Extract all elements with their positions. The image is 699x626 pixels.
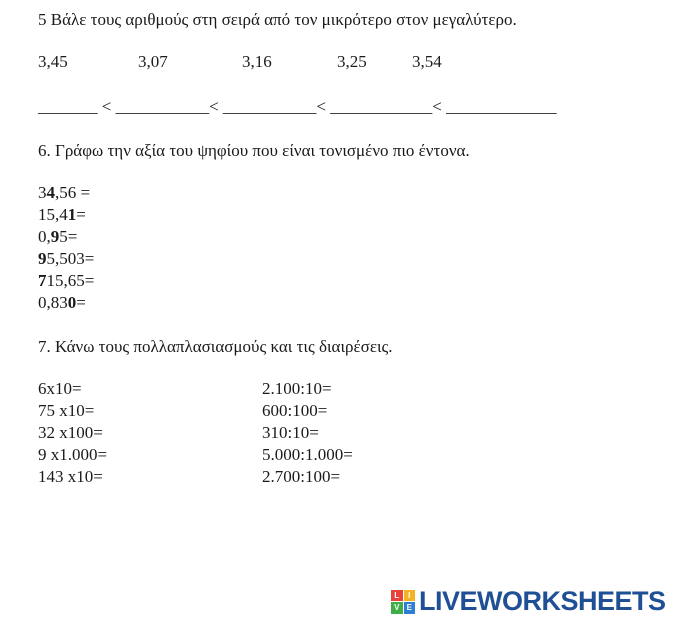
division-item: 310:10= bbox=[262, 423, 319, 442]
number-item: 3,45 bbox=[38, 52, 68, 71]
digit-value-item: 95,503= bbox=[38, 249, 95, 268]
multiplication-item: 143 x10= bbox=[38, 467, 103, 486]
digit-value-item: 0,95= bbox=[38, 227, 78, 246]
liveworksheets-icon bbox=[391, 590, 415, 614]
logo-letter: I bbox=[404, 590, 416, 602]
multiplication-item: 6x10= bbox=[38, 379, 82, 398]
digit-value-item: 715,65= bbox=[38, 271, 95, 290]
number-item: 3,16 bbox=[242, 52, 272, 71]
logo-text: LIVEWORKSHEETS bbox=[419, 586, 666, 616]
division-item: 5.000:1.000= bbox=[262, 445, 353, 464]
digit-value-item: 15,41= bbox=[38, 205, 86, 224]
logo-letter: L bbox=[391, 590, 403, 602]
multiplication-item: 75 x10= bbox=[38, 401, 95, 420]
digit-value-item: 0,830= bbox=[38, 293, 86, 312]
question-5-heading: 5 Βάλε τους αριθμούς στη σειρά από τον μικρότερο στον μεγαλύτερο. bbox=[38, 10, 517, 29]
question-7-heading: 7. Κάνω τους πολλαπλασιασμούς και τις διαιρέσεις. bbox=[38, 337, 393, 356]
multiplication-item: 32 x100= bbox=[38, 423, 103, 442]
division-item: 600:100= bbox=[262, 401, 328, 420]
question-6-heading: 6. Γράφω την αξία του ψηφίου που είναι τονισμένο πιο έντονα. bbox=[38, 141, 470, 160]
division-item: 2.100:10= bbox=[262, 379, 332, 398]
number-item: 3,25 bbox=[337, 52, 367, 71]
logo-letter: E bbox=[404, 602, 416, 614]
liveworksheets-logo bbox=[391, 586, 666, 617]
number-item: 3,07 bbox=[138, 52, 168, 71]
multiplication-item: 9 x1.000= bbox=[38, 445, 108, 464]
digit-value-item: 34,56 = bbox=[38, 183, 91, 202]
number-item: 3,54 bbox=[412, 52, 442, 71]
division-item: 2.700:100= bbox=[262, 467, 341, 486]
logo-letter: V bbox=[391, 602, 403, 614]
ordering-blanks-line: _______ < ___________< ___________< ____________< _____________ bbox=[38, 97, 557, 116]
